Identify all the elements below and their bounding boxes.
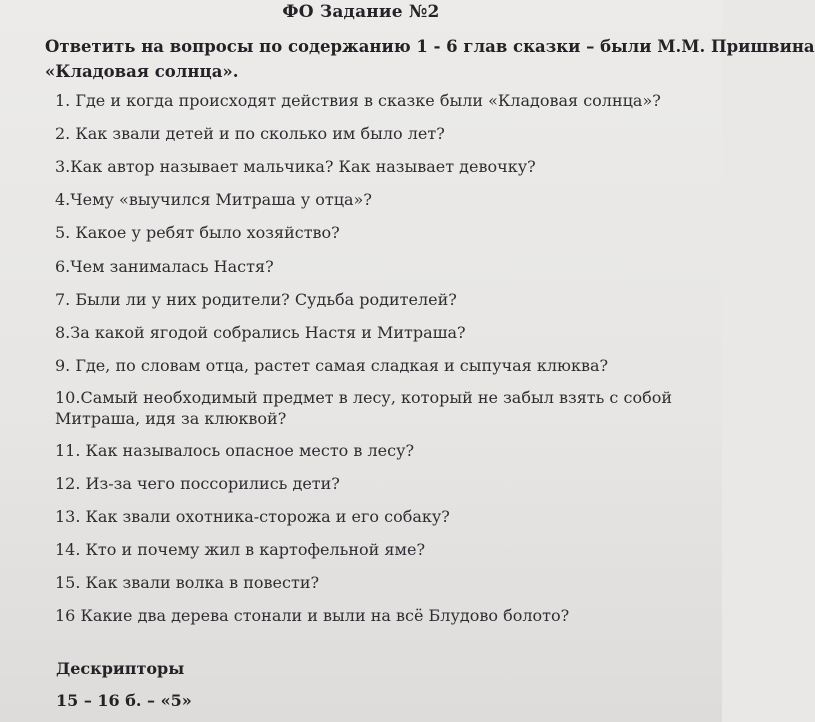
- question-item: 12. Из-за чего поссорились дети?: [55, 474, 340, 493]
- question-item: 13. Как звали охотника-сторожа и его собаку?: [55, 507, 450, 526]
- question-item: 5. Какое у ребят было хозяйство?: [55, 223, 340, 242]
- descriptors-heading: Дескрипторы: [56, 659, 185, 678]
- question-item: 4.Чему «выучился Митраша у отца»?: [55, 190, 372, 209]
- question-item: 10.Самый необходимый предмет в лесу, который не забыл взять с собой Митраша, идя за клюквой?: [55, 388, 672, 428]
- question-item: 8.За какой ягодой собрались Настя и Митраша?: [55, 323, 466, 342]
- page-title: ФО Задание №2: [282, 2, 440, 22]
- question-item: 11. Как называлось опасное место в лесу?: [55, 441, 415, 460]
- question-item: 14. Кто и почему жил в картофельной яме?: [55, 540, 426, 559]
- question-item: 2. Как звали детей и по сколько им было лет?: [55, 124, 445, 143]
- question-item: 15. Как звали волка в повести?: [55, 573, 320, 592]
- question-item: 16 Какие два дерева стонали и выли на всё Блудово болото?: [55, 606, 570, 625]
- instruction-line-2: «Кладовая солнца».: [45, 62, 239, 81]
- question-item: 6.Чем занималась Настя?: [55, 257, 274, 276]
- question-item: 9. Где, по словам отца, растет самая сладкая и сыпучая клюква?: [55, 356, 609, 375]
- grade-criterion: 15 – 16 б. – «5»: [56, 691, 192, 710]
- question-item: 7. Были ли у них родители? Судьба родителей?: [55, 290, 457, 309]
- task-instruction: [45, 34, 815, 84]
- instruction-line-1: Ответить на вопросы по содержанию 1 - 6 глав сказки – были М.М. Пришвина: [45, 37, 815, 56]
- question-item: 3.Как автор называет мальчика? Как называет девочку?: [55, 157, 536, 176]
- question-item: 1. Где и когда происходят действия в сказке были «Кладовая солнца»?: [55, 91, 661, 110]
